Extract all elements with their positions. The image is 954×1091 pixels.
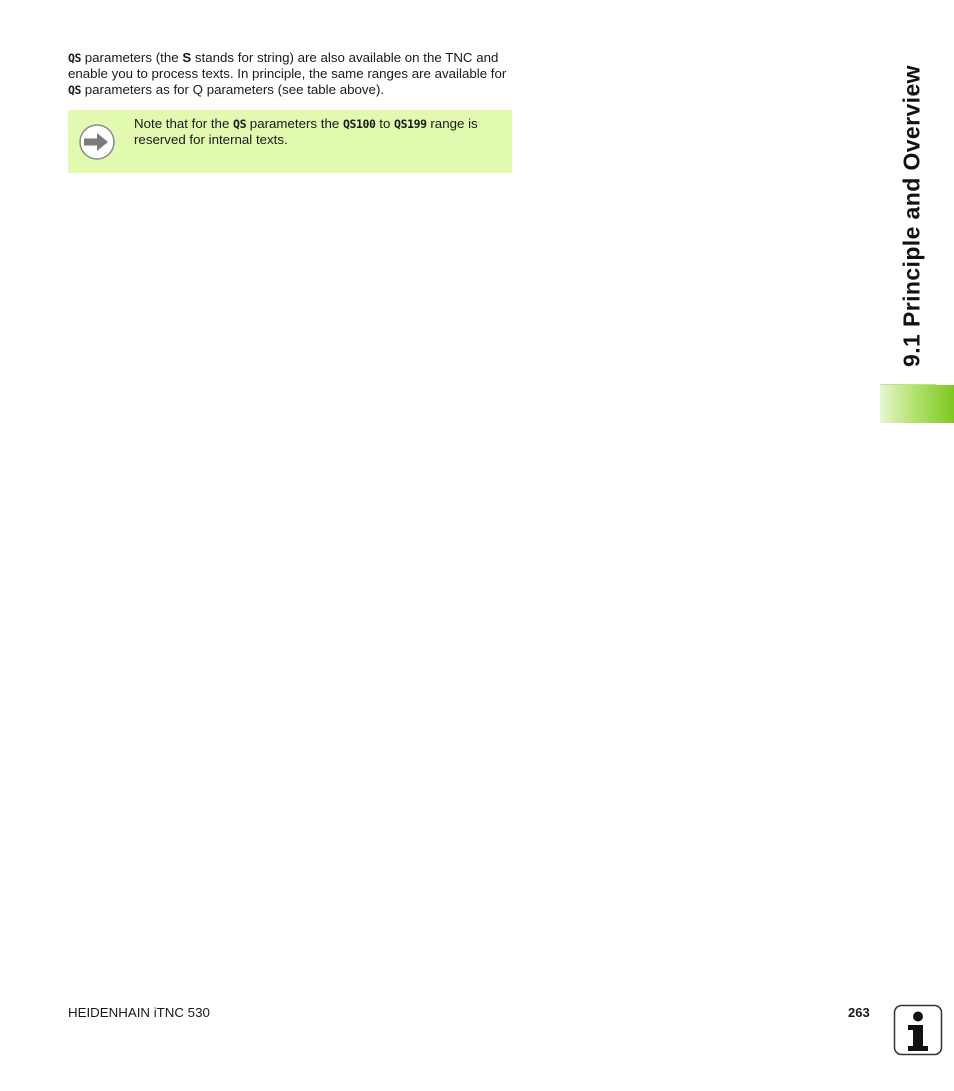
note-text-4: range is reserved for internal texts. (134, 116, 478, 147)
note-text-3: to (375, 116, 395, 131)
intro-text-1: parameters (the (81, 50, 183, 65)
intro-text-3: parameters as for Q parameters (see table above). (81, 82, 385, 97)
code-qs199: QS199 (394, 117, 427, 131)
intro-paragraph (68, 50, 513, 98)
intro-text-2: stands for string) are also available on the TNC and enable you to process texts. In principle, the same ranges are available for (68, 50, 507, 81)
code-qs: QS (68, 51, 82, 65)
bold-s: S (182, 50, 192, 65)
side-tab (880, 385, 954, 423)
code-qs-2: QS (68, 83, 82, 97)
note-text-1: Note that for the (134, 116, 234, 131)
code-qs100: QS100 (342, 117, 376, 131)
page-number: 263 (848, 1005, 870, 1020)
note-text (134, 116, 504, 148)
arrow-right-icon (79, 123, 115, 161)
info-icon (893, 1004, 943, 1056)
code-qs-note: QS (233, 117, 247, 131)
footer-product: HEIDENHAIN iTNC 530 (68, 1005, 210, 1020)
note-text-2: parameters the (246, 116, 343, 131)
chapter-title: 9.1 Principle and Overview (898, 65, 925, 367)
